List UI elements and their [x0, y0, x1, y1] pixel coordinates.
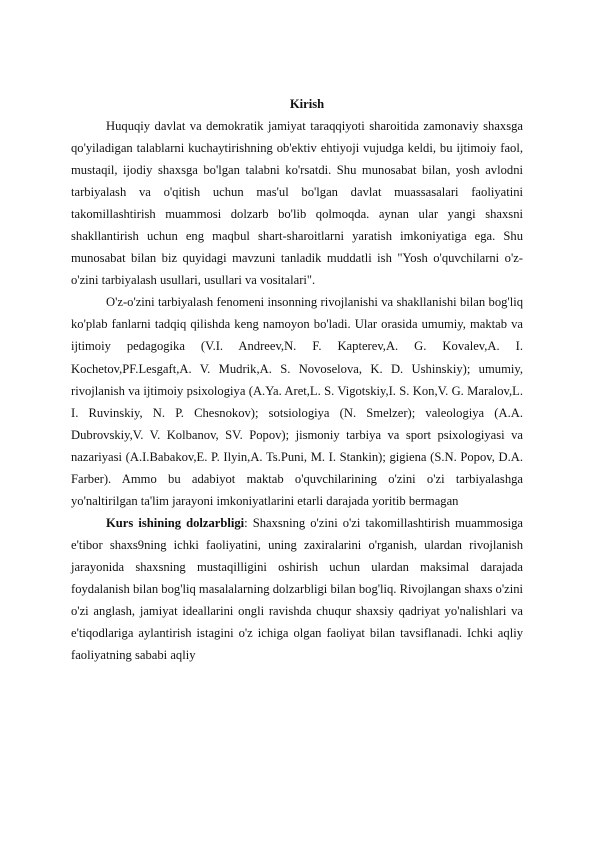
paragraph-text: : Shaxsning o'zini o'zi takomillashtirish muammosiga e'tibor shaxs9ning ichki faoliyatini, uning zaxiralarini o'rganish, ulardan rivojlanish jarayonida shaxsning mustaqilligini oshirish uchun ulardan maksimal darajada foydalanish bilan bog'liq masalalarning dolzarbligi bilan bog'liq. Rivojlangan shaxs o'zini o'zi anglash, jamiyat ideallarini ongli ravishda chuqur shaxsiy qadriyat yo'nalishlari va e'tiqodlariga aylantirish istagini o'z ichiga olgan faoliyat bilan tavsiflanadi. Ichki aqliy faoliyatning sababi aqliy [71, 515, 523, 663]
paragraph-text: Huquqiy davlat va demokratik jamiyat taraqqiyoti sharoitida zamonaviy shaxsga qo'yiladigan talablarni kuchaytirishning ob'ektiv ehtiyoji vujudga keldi, bu ijtimoiy faol, mustaqil, ijodiy shaxsga bo'lgan talabni ko'rsatdi. Shu munosabat bilan, yosh avlodni tarbiyalash va o'qitish uchun mas'ul bo'lgan davlat muassasalari faoliyatini takomillashtirish muammosi dolzarb bo'lib qolmoqda. aynan ular yangi shaxsni shakllantirish uchun eng maqbul shart-sharoitlarni yaratish imkoniyatiga ega. Shu munosabat bilan biz quyidagi mavzuni tanladik muddatli ish "Yosh o'quvchilarni o'z-o'zini tarbiyalash usullari, usullari va vositalari". [71, 119, 523, 288]
section-title: Kirish [289, 97, 325, 111]
paragraph-literature-review [71, 291, 523, 511]
paragraph-text: O'z-o'zini tarbiyalash fenomeni insonning rivojlanishi va shakllanishi bilan bog'liq ko'plab fanlarni tadqiq qilishda keng namoyon bo'ladi. Ular orasida umumiy, maktab va ijtimoiy pedagogika (V.I. Andreev,N. F. Kapterev,A. G. Kovalev,A. I. Kochetov,PF.Lesgaft,A. V. Mudrik,A. S. Novoselova, K. D. Ushinskiy); umumiy, rivojlanish va ijtimoiy psixologiya (A.Ya. Aret,L. S. Vigotskiy,I. S. Kon,V. G. Maralov,L. I. Ruvinskiy, N. P. Chesnokov); sotsiologiya (N. Smelzer); valeologiya (A.A. Dubrovskiy,V. V. Kolbanov, SV. Popov); jismoniy tarbiya va sport psixologiyasi va nazariyasi (A.I.Babakov,E. P. Ilyin,A. Ts.Puni, M. I. Stankin); gigiena (S.N. Popov, D.A. Farber). Ammo bu adabiyot maktab o'quvchilarining o'zini o'zi tarbiyalashga yo'naltirilgan ta'lim jarayoni imkoniyatlarini etarli darajada yoritib bermagan [71, 295, 523, 508]
paragraph-lead-relevance: Kurs ishining dolzarbligi [106, 515, 245, 530]
paragraph-introduction [71, 115, 523, 291]
paragraph-relevance [71, 512, 523, 666]
document-body [71, 93, 523, 666]
